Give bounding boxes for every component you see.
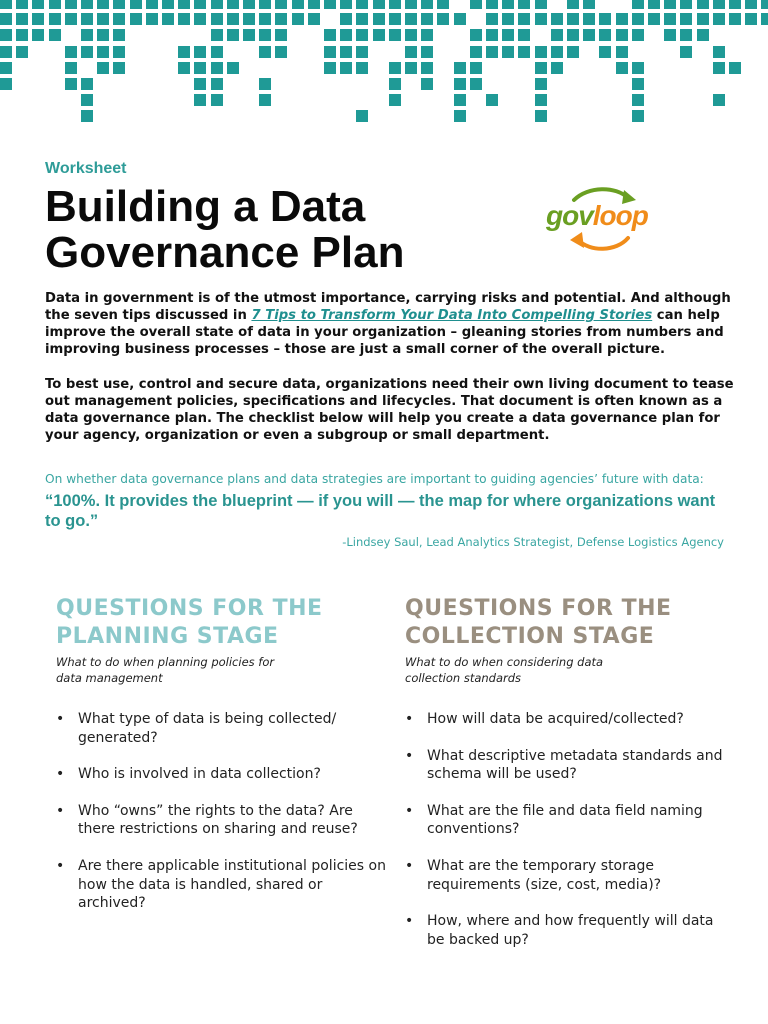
bullet: • [405, 857, 414, 874]
pattern-square [502, 29, 514, 41]
pattern-square [437, 0, 449, 9]
logo-wordmark [546, 200, 648, 232]
list-item [56, 765, 386, 784]
pattern-square [599, 46, 611, 58]
pattern-square [324, 62, 336, 74]
pattern-square [227, 62, 239, 74]
pattern-square [340, 0, 352, 9]
pattern-square [535, 0, 547, 9]
pattern-square [259, 0, 271, 9]
pattern-square [405, 62, 417, 74]
pattern-square [454, 110, 466, 122]
pattern-square [81, 13, 93, 25]
pattern-square [113, 46, 125, 58]
pattern-square [616, 62, 628, 74]
bullet: • [405, 802, 414, 819]
pattern-square [486, 29, 498, 41]
pattern-square [340, 62, 352, 74]
pattern-square [65, 0, 77, 9]
pattern-square [567, 29, 579, 41]
page-title [45, 184, 404, 276]
intro-paragraph-1 [45, 290, 735, 358]
pattern-square [713, 13, 725, 25]
pattern-square [275, 46, 287, 58]
pattern-square [421, 62, 433, 74]
pattern-square [389, 0, 401, 9]
pattern-square [324, 0, 336, 9]
pattern-square [162, 0, 174, 9]
pattern-square [0, 0, 12, 9]
tips-article-link[interactable]: 7 Tips to Transform Your Data Into Compelling Stories [251, 308, 653, 323]
pattern-square [389, 78, 401, 90]
pattern-square [211, 0, 223, 9]
pattern-square [81, 94, 93, 106]
pattern-square [211, 94, 223, 106]
pattern-square [49, 13, 61, 25]
pattern-square [454, 94, 466, 106]
intro-paragraph-2: To best use, control and secure data, organizations need their own living document to tease out management policies, specifications and lifecycles. That document is often known as a data governance plan. The checklist below will help you create a data governance plan for your agency, organization or even a subgroup or small department. [45, 377, 734, 443]
question-text: What descriptive metadata standards and schema will be used? [427, 747, 723, 783]
bullet: • [56, 802, 65, 819]
pattern-square [632, 29, 644, 41]
pattern-square [680, 46, 692, 58]
pattern-square [324, 29, 336, 41]
pattern-square [470, 0, 482, 9]
collection-sub-line-1: What to do when considering data [405, 655, 604, 669]
pattern-square [713, 0, 725, 9]
pattern-square [194, 13, 206, 25]
pattern-square [632, 0, 644, 9]
planning-questions-list [56, 710, 386, 913]
pattern-square [356, 62, 368, 74]
logo-text-loop: loop [592, 200, 648, 231]
pattern-square [567, 13, 579, 25]
collection-sub-line-2: collection standards [405, 670, 522, 685]
pattern-square [65, 78, 77, 90]
pattern-square [32, 0, 44, 9]
pattern-square [437, 13, 449, 25]
pattern-square [178, 0, 190, 9]
pull-quote: “100%. It provides the blueprint — if you will — the map for where organizations want to go.” [45, 492, 716, 530]
pattern-square [405, 0, 417, 9]
bullet: • [56, 766, 65, 783]
pattern-square [421, 13, 433, 25]
pattern-square [535, 94, 547, 106]
question-text: What are the temporary storage requirements (size, cost, media)? [427, 857, 662, 893]
pattern-square [65, 62, 77, 74]
question-text: Who is involved in data collection? [78, 766, 321, 783]
pattern-square [340, 29, 352, 41]
pattern-square [275, 13, 287, 25]
pattern-square [113, 29, 125, 41]
pattern-square [616, 13, 628, 25]
pattern-square [356, 29, 368, 41]
pattern-square [405, 46, 417, 58]
pattern-square [194, 78, 206, 90]
pattern-square [648, 0, 660, 9]
pattern-square [356, 110, 368, 122]
collection-stage-title [405, 595, 735, 651]
bullet: • [56, 711, 65, 727]
pattern-square [567, 0, 579, 9]
pattern-square [81, 110, 93, 122]
pattern-square [551, 13, 563, 25]
intro-p1-before: Data in government is of the utmost importance, carrying risks and potential. And although the seven tips discussed in [45, 291, 731, 323]
pattern-square [421, 46, 433, 58]
pattern-square [275, 29, 287, 41]
pattern-square [324, 46, 336, 58]
pattern-square [65, 13, 77, 25]
pattern-square [745, 0, 757, 9]
pattern-square [502, 46, 514, 58]
pattern-square [259, 94, 271, 106]
pattern-square [729, 62, 741, 74]
pattern-square [389, 94, 401, 106]
pattern-square [632, 13, 644, 25]
planning-title-line-2: PLANNING STAGE [56, 624, 279, 649]
question-text: What type of data is being collected/ generated? [78, 711, 337, 746]
pattern-square [81, 29, 93, 41]
list-item [56, 857, 386, 913]
pattern-square [632, 78, 644, 90]
pattern-square [664, 0, 676, 9]
pattern-square [259, 29, 271, 41]
pattern-square [97, 62, 109, 74]
pattern-square [421, 78, 433, 90]
pattern-square [421, 0, 433, 9]
pattern-square [81, 78, 93, 90]
pattern-square [356, 46, 368, 58]
pattern-square [518, 13, 530, 25]
pattern-square [32, 13, 44, 25]
collection-questions-list [405, 710, 735, 949]
intro-p1-after: can help improve the overall state of data in your organization – gleaning stories from numbers and improving business processes – those are just a small corner of the overall picture. [45, 308, 724, 357]
question-text: How will data be acquired/collected? [427, 711, 684, 727]
bullet: • [56, 857, 65, 874]
pattern-square [81, 0, 93, 9]
pattern-square [0, 46, 12, 58]
pattern-square [178, 13, 190, 25]
planning-stage-title [56, 595, 386, 651]
pattern-square [470, 46, 482, 58]
collection-stage-section [405, 595, 735, 967]
pattern-square [194, 46, 206, 58]
pattern-square [680, 13, 692, 25]
pattern-square [227, 0, 239, 9]
pattern-square [599, 13, 611, 25]
list-item [56, 710, 386, 747]
pattern-square [373, 13, 385, 25]
pattern-square [697, 0, 709, 9]
pattern-square [454, 62, 466, 74]
bullet: • [405, 913, 414, 930]
pattern-square [761, 0, 768, 9]
pattern-square [340, 46, 352, 58]
pattern-square [599, 29, 611, 41]
pattern-square [0, 29, 12, 41]
pattern-square [632, 94, 644, 106]
pattern-square [0, 78, 12, 90]
pattern-square [243, 13, 255, 25]
pattern-square [583, 13, 595, 25]
question-text: Who “owns” the rights to the data? Are there restrictions on sharing and reuse? [78, 802, 358, 838]
pattern-square [162, 13, 174, 25]
pattern-square [340, 13, 352, 25]
pattern-square [470, 78, 482, 90]
pattern-square [535, 46, 547, 58]
list-item [405, 747, 735, 784]
pattern-square [470, 62, 482, 74]
pattern-square [211, 62, 223, 74]
pattern-square [486, 13, 498, 25]
pattern-square [697, 13, 709, 25]
pattern-square [194, 0, 206, 9]
pattern-square [178, 46, 190, 58]
pattern-square [16, 0, 28, 9]
title-line-2: Governance Plan [45, 228, 405, 277]
pattern-square [454, 78, 466, 90]
pattern-square [729, 13, 741, 25]
worksheet-label: Worksheet [45, 160, 127, 177]
pattern-square [49, 0, 61, 9]
pattern-square [486, 46, 498, 58]
pattern-square [373, 29, 385, 41]
question-text: How, where and how frequently will data be backed up? [427, 913, 714, 948]
pattern-square [178, 62, 190, 74]
pattern-square [227, 29, 239, 41]
pattern-square [373, 0, 385, 9]
pattern-square [680, 0, 692, 9]
pattern-square [0, 62, 12, 74]
pattern-square [551, 29, 563, 41]
pattern-square [729, 0, 741, 9]
planning-stage-section [56, 595, 386, 931]
pattern-square [389, 29, 401, 41]
bullet: • [405, 747, 414, 764]
pattern-square [146, 13, 158, 25]
pattern-square [356, 0, 368, 9]
list-item [56, 802, 386, 839]
pattern-square [583, 0, 595, 9]
pattern-square [713, 46, 725, 58]
pattern-square [535, 110, 547, 122]
pattern-square [130, 13, 142, 25]
pattern-square [502, 0, 514, 9]
pattern-square [308, 13, 320, 25]
planning-stage-subtitle [56, 655, 386, 686]
pattern-square [518, 0, 530, 9]
pattern-square [470, 29, 482, 41]
list-item [405, 912, 735, 949]
pattern-square [81, 46, 93, 58]
pattern-square [259, 46, 271, 58]
quote-attribution: -Lindsey Saul, Lead Analytics Strategist, Defense Logistics Agency [342, 535, 724, 549]
planning-title-line-1: QUESTIONS FOR THE [56, 596, 323, 621]
list-item [405, 710, 735, 729]
pattern-square [761, 13, 768, 25]
pattern-square [65, 46, 77, 58]
pattern-square [113, 0, 125, 9]
pattern-square [664, 29, 676, 41]
pattern-square [146, 0, 158, 9]
pattern-square [211, 29, 223, 41]
header-pixel-pattern [0, 0, 768, 130]
collection-title-line-2: COLLECTION STAGE [405, 624, 655, 649]
pattern-square [583, 29, 595, 41]
pattern-square [405, 29, 417, 41]
pattern-square [551, 62, 563, 74]
pattern-square [454, 13, 466, 25]
pattern-square [389, 62, 401, 74]
pattern-square [535, 13, 547, 25]
pattern-square [405, 13, 417, 25]
pattern-square [243, 0, 255, 9]
pattern-square [0, 13, 12, 25]
pattern-square [518, 29, 530, 41]
pattern-square [211, 13, 223, 25]
list-item [405, 857, 735, 894]
collection-stage-subtitle [405, 655, 735, 686]
pattern-square [194, 94, 206, 106]
pattern-square [421, 29, 433, 41]
pattern-square [632, 62, 644, 74]
govloop-logo [544, 186, 654, 254]
list-item [405, 802, 735, 839]
pattern-square [292, 13, 304, 25]
pattern-square [745, 13, 757, 25]
pattern-square [113, 62, 125, 74]
pattern-square [16, 46, 28, 58]
pattern-square [97, 0, 109, 9]
pattern-square [632, 110, 644, 122]
pattern-square [275, 0, 287, 9]
planning-sub-line-1: What to do when planning policies for [56, 655, 275, 669]
pattern-square [486, 0, 498, 9]
pattern-square [389, 13, 401, 25]
pattern-square [616, 46, 628, 58]
pattern-square [535, 62, 547, 74]
title-line-1: Building a Data [45, 182, 366, 231]
pattern-square [551, 46, 563, 58]
pattern-square [616, 29, 628, 41]
pattern-square [697, 29, 709, 41]
pattern-square [292, 0, 304, 9]
pattern-square [113, 13, 125, 25]
pattern-square [680, 29, 692, 41]
pattern-square [535, 78, 547, 90]
pattern-square [308, 0, 320, 9]
planning-sub-line-2: data management [56, 670, 163, 685]
pattern-square [259, 13, 271, 25]
pattern-square [16, 13, 28, 25]
pattern-square [518, 46, 530, 58]
collection-title-line-1: QUESTIONS FOR THE [405, 596, 672, 621]
pattern-square [97, 46, 109, 58]
pattern-square [49, 29, 61, 41]
quote-intro: On whether data governance plans and data strategies are important to guiding agencies’ future with data: [45, 472, 704, 486]
pattern-square [664, 13, 676, 25]
pattern-square [130, 0, 142, 9]
question-text: What are the file and data field naming conventions? [427, 802, 703, 838]
bullet: • [405, 711, 414, 727]
pattern-square [32, 29, 44, 41]
question-text: Are there applicable institutional policies on how the data is handled, shared or archived? [78, 857, 386, 912]
pattern-square [97, 13, 109, 25]
pattern-square [227, 13, 239, 25]
pattern-square [567, 46, 579, 58]
pattern-square [713, 94, 725, 106]
pattern-square [486, 94, 498, 106]
pattern-square [713, 62, 725, 74]
pattern-square [356, 13, 368, 25]
logo-text-gov: gov [546, 200, 593, 231]
pattern-square [648, 13, 660, 25]
pattern-square [211, 78, 223, 90]
pattern-square [97, 29, 109, 41]
pattern-square [243, 29, 255, 41]
pattern-square [194, 62, 206, 74]
pattern-square [502, 13, 514, 25]
pattern-square [211, 46, 223, 58]
pattern-square [259, 78, 271, 90]
pattern-square [16, 29, 28, 41]
